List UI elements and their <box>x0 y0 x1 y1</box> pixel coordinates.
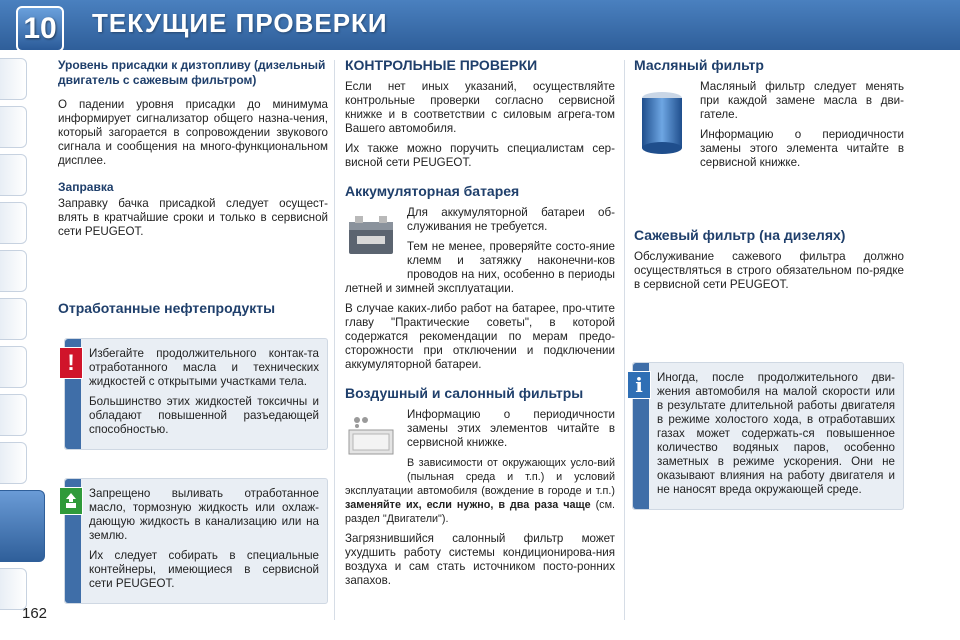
filter-text-1: Информацию о периодичности замены этих элементов читайте в сервисной книжке. <box>407 408 615 449</box>
side-tab[interactable] <box>0 298 27 340</box>
checks-text-2: Их также можно поручить специалистам сер-висной сети PEUGEOT. <box>345 142 615 169</box>
column-1 <box>58 58 328 323</box>
warning-box <box>64 338 328 450</box>
info-text: Иногда, после продолжительного дви-жения автомобиля на малой скорости или в результате длительной работы двигателя в режиме холостого хода, в отработавших газах может содержать-ся повышенное количество водяных паров, особенно заметных в режиме ускорения. Они не оказывают влияния на работу двигателя и не наносят вреда окружающей среде. <box>657 371 895 496</box>
warning-text-2: Большинство этих жидкостей токсичны и обладают повышенной разъедающей способностью. <box>89 395 319 436</box>
additive-text: О падении уровня присадки до минимума информирует сигнализатор общего назна-чения, который загорается в сопровождении звукового сигнала и сообщения на много-функциональном дисплее. <box>58 98 328 167</box>
battery-text-3: В случае каких-либо работ на батарее, про-чтите главу "Практические советы", в которой содержатся рекомендации по мерам предо-сторожности при отключении и подключении аккумуляторной батареи. <box>345 302 615 371</box>
warning-icon: ! <box>59 347 83 379</box>
battery-image <box>345 210 397 266</box>
column-3 <box>634 58 904 298</box>
side-tab[interactable] <box>0 154 27 196</box>
battery-text-1: Для аккумуляторной батареи об-служивания не требуется. <box>407 206 615 233</box>
oil-filter-text-2: Информацию о периодичности замены этого элемента читайте в сервисной книжке. <box>700 128 904 169</box>
additive-title: Уровень присадки к дизтопливу (дизельный двигатель с сажевым фильтром) <box>58 58 326 87</box>
page-title: ТЕКУЩИЕ ПРОВЕРКИ <box>92 8 388 38</box>
warning-text-1: Избегайте продолжительного контак-та отработанного масла и технических жидкостей с открытыми участками тела. <box>89 347 319 388</box>
waste-title: Отработанные нефтепродукты <box>58 300 276 316</box>
chapter-number-tab: 10 <box>16 6 64 52</box>
side-tab[interactable] <box>0 442 27 484</box>
air-filter-image <box>345 412 397 468</box>
side-tab[interactable] <box>0 568 27 610</box>
refill-title: Заправка <box>58 180 114 194</box>
filter-text-2c: (см. раздел "Двигатели"). <box>345 499 615 525</box>
filter-text-2a: В зависимости от окружающих усло-вий (пыльная среда и т.п.) и условий эксплуатации автомобиля (вождение в городе и т.п.) <box>345 457 615 497</box>
column-2 <box>345 58 615 594</box>
filter-text-3: Загрязнившийся салонный фильтр может ухудшить работу системы кондиционирова-ния воздуха и сам стать источником посто-ронних запахов. <box>345 532 615 587</box>
side-tab[interactable] <box>0 346 27 388</box>
page-header <box>0 0 960 50</box>
chapter-side-tabs <box>0 58 34 616</box>
filter-title: Воздушный и салонный фильтры <box>345 385 584 401</box>
eco-box <box>64 478 328 604</box>
refill-text: Заправку бачка присадкой следует осущест-влять в кратчайшие сроки и только в сервисной сети PEUGEOT. <box>58 197 328 238</box>
column-divider <box>624 60 625 620</box>
battery-text-2: Тем не менее, проверяйте состо-яние клемм и затяжку наконечни-ков проводов на них, особенно в периоды летней и зимней эксплуатации. <box>345 240 615 295</box>
oil-filter-image <box>634 88 690 162</box>
side-tab-active[interactable] <box>0 490 45 562</box>
info-icon: i <box>627 371 651 399</box>
info-box <box>632 362 904 510</box>
eco-text-1: Запрещено выливать отработанное масло, тормозную жидкость или охлаж-дающую жидкость в канализацию или на землю. <box>89 487 319 542</box>
oil-filter-text-1: Масляный фильтр следует менять при каждой замене масла в дви-гателе. <box>700 80 904 121</box>
side-tab[interactable] <box>0 106 27 148</box>
eco-text-2: Их следует собирать в специальные контейнеры, имеющиеся в сервисной сети PEUGEOT. <box>89 549 319 590</box>
column-divider <box>334 60 335 620</box>
filter-text-2b: заменяйте их, если нужно, в два раза чаще <box>345 499 591 511</box>
side-tab[interactable] <box>0 58 27 100</box>
soot-filter-text: Обслуживание сажевого фильтра должно осуществляться в строго обязательном по-рядке в сервисной сети PEUGEOT. <box>634 250 904 291</box>
checks-text-1: Если нет иных указаний, осуществляйте контрольные проверки согласно сервисной книжке и в соответствии с силовым агрега-том Вашего автомобиля. <box>345 80 615 135</box>
recycling-icon <box>59 487 83 515</box>
oil-filter-title: Масляный фильтр <box>634 57 764 73</box>
soot-filter-title: Сажевый фильтр (на дизелях) <box>634 227 846 243</box>
battery-title: Аккумуляторная батарея <box>345 183 520 199</box>
checks-title: КОНТРОЛЬНЫЕ ПРОВЕРКИ <box>345 57 538 73</box>
page-number: 162 <box>22 605 48 622</box>
side-tab[interactable] <box>0 250 27 292</box>
side-tab[interactable] <box>0 394 27 436</box>
side-tab[interactable] <box>0 202 27 244</box>
